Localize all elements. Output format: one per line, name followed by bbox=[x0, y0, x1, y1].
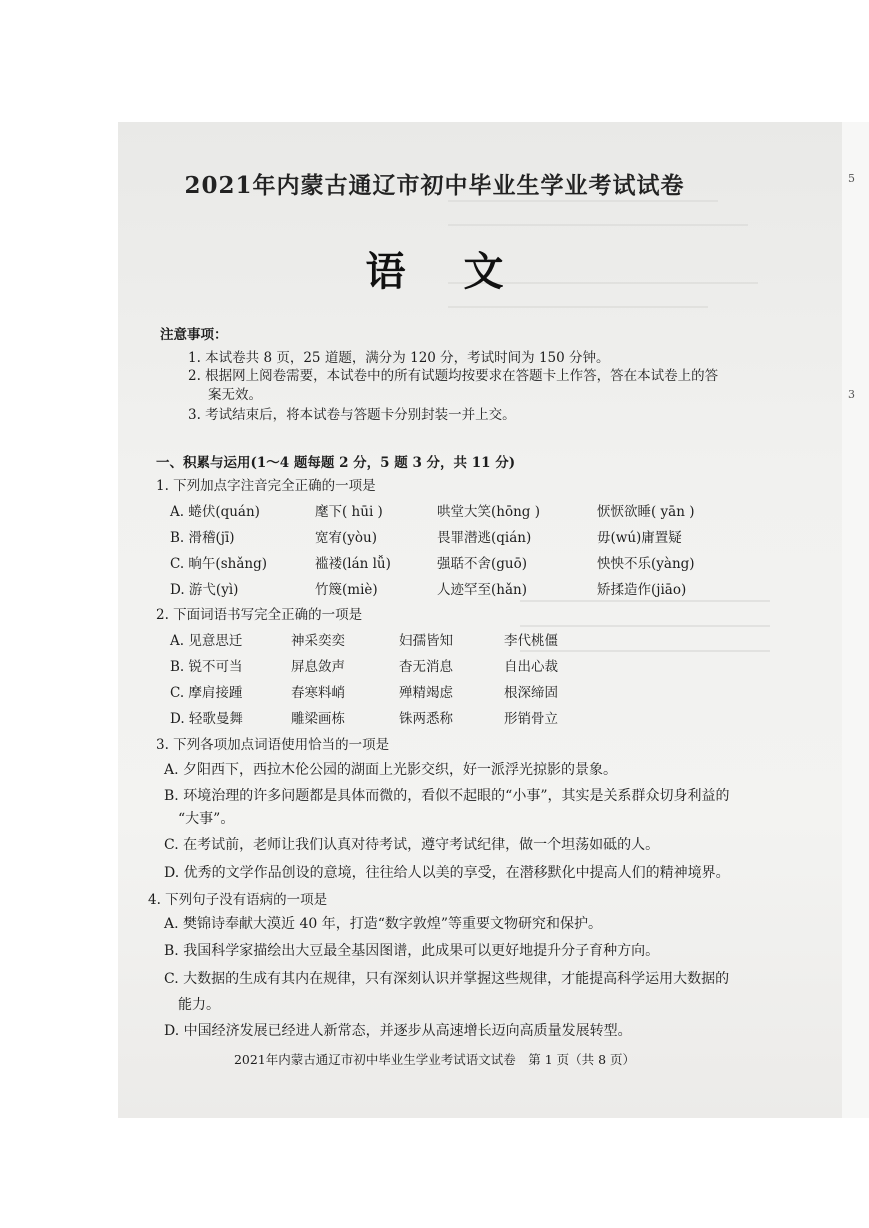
notice-item: 1. 本试卷共 8 页，25 道题，满分为 120 分，考试时间为 150 分钟。 bbox=[188, 350, 610, 366]
option-a-word: 神采奕奕 bbox=[291, 633, 345, 649]
option-d-word: D. 轻歌曼舞 bbox=[170, 711, 243, 727]
option-a-word: 麾下( hūi ) bbox=[315, 504, 383, 520]
option-b-word: 毋(wú)庸置疑 bbox=[597, 530, 682, 546]
edge-mark: 3 bbox=[848, 388, 855, 401]
question-stem: 2. 下面词语书写完全正确的一项是 bbox=[156, 607, 363, 623]
show-through-line bbox=[520, 600, 770, 602]
option-b-word: 杳无消息 bbox=[399, 659, 453, 675]
question-stem: 3. 下列各项加点词语使用恰当的一项是 bbox=[156, 737, 390, 753]
option-a-word: A. 蜷伏(quán) bbox=[170, 504, 260, 520]
option-a-word: 恹恹欲睡( yān ) bbox=[597, 504, 695, 520]
option-c-word: C. 晌午(shǎng) bbox=[170, 556, 267, 572]
page-footer: 2021年内蒙古通辽市初中毕业生学业考试语文试卷 第 1 页（共 8 页） bbox=[233, 1052, 636, 1067]
option-c-word: 根深缔固 bbox=[504, 685, 558, 701]
notice-item: 3. 考试结束后，将本试卷与答题卡分别封装一并上交。 bbox=[188, 407, 516, 423]
option-d-word: 人迹罕至(hǎn) bbox=[437, 582, 527, 598]
option-c: C. 在考试前，老师让我们认真对待考试，遵守考试纪律，做一个坦荡如砥的人。 bbox=[164, 837, 660, 853]
option-a-word: 哄堂大笑(hōng ) bbox=[437, 504, 540, 520]
subject-title: 语文 bbox=[365, 248, 562, 295]
option-d: D. 中国经济发展已经进人新常态，并逐步从高速增长迈向高质量发展转型。 bbox=[164, 1023, 632, 1039]
option-a: A. 樊锦诗奉献大漠近 40 年，打造“数字敦煌”等重要文物研究和保护。 bbox=[164, 916, 603, 932]
option-c: C. 大数据的生成有其内在规律，只有深刻认识并掌握这些规律，才能提高科学运用大数据的 bbox=[164, 971, 730, 987]
option-b: B. 环境治理的许多问题都是具体而微的，看似不起眼的“小事”，其实是关系群众切身利益的 bbox=[164, 788, 730, 804]
option-c-word: 春寒料峭 bbox=[291, 685, 345, 701]
edge-mark: 5 bbox=[848, 172, 855, 185]
exam-title: 2021年内蒙古通辽市初中毕业生学业考试试卷 bbox=[184, 172, 685, 199]
option-b-word: 宽宥(yòu) bbox=[315, 530, 377, 546]
option-c-word: 褴褛(lán lǚ) bbox=[315, 556, 391, 572]
notice-item: 2. 根据网上阅卷需要，本试卷中的所有试题均按要求在答题卡上作答，答在本试卷上的答 bbox=[188, 368, 719, 384]
option-c-word: 强聒不舍(guō) bbox=[437, 556, 527, 572]
option-b-word: B. 滑稽(jī) bbox=[170, 530, 235, 546]
option-d-word: D. 游弋(yì) bbox=[170, 582, 239, 598]
option-c-continued: 能力。 bbox=[178, 997, 220, 1013]
question-stem: 4. 下列句子没有语病的一项是 bbox=[148, 892, 328, 908]
option-b: B. 我国科学家描绘出大豆最全基因图谱，此成果可以更好地提升分子育种方向。 bbox=[164, 943, 660, 959]
question-stem: 1. 下列加点字注音完全正确的一项是 bbox=[156, 478, 376, 494]
show-through-line bbox=[520, 650, 770, 652]
option-b-word: 畏罪潜逃(qián) bbox=[437, 530, 532, 546]
option-c-word: 殚精竭虑 bbox=[399, 685, 453, 701]
option-d-word: 雕梁画栋 bbox=[291, 711, 345, 727]
show-through-line bbox=[448, 306, 708, 308]
option-a-word: 李代桃僵 bbox=[504, 633, 558, 649]
option-d: D. 优秀的文学作品创设的意境，往往给人以美的享受，在潜移默化中提高人们的精神境界。 bbox=[164, 865, 730, 881]
option-b-word: B. 锐不可当 bbox=[170, 659, 243, 675]
option-d-word: 铢两悉称 bbox=[399, 711, 453, 727]
option-b-word: 屏息敛声 bbox=[291, 659, 345, 675]
section-heading: 一、积累与运用(1～4 题每题 2 分，5 题 3 分，共 11 分) bbox=[156, 455, 516, 471]
option-a-word: A. 见意思迁 bbox=[170, 633, 243, 649]
option-a-word: 妇孺皆知 bbox=[399, 633, 453, 649]
option-d-word: 形销骨立 bbox=[504, 711, 558, 727]
option-c-word: 怏怏不乐(yàng) bbox=[597, 556, 695, 572]
show-through-line bbox=[520, 625, 770, 627]
option-b-word: 自出心裁 bbox=[504, 659, 558, 675]
show-through-line bbox=[448, 200, 718, 202]
option-c-word: C. 摩肩接踵 bbox=[170, 685, 243, 701]
notice-item: 案无效。 bbox=[208, 387, 262, 403]
option-d-word: 竹篾(miè) bbox=[315, 582, 378, 598]
option-b-continued: “大事”。 bbox=[178, 811, 235, 827]
option-a: A. 夕阳西下，西拉木伦公园的湖面上光影交织，好一派浮光掠影的景象。 bbox=[164, 762, 618, 778]
option-d-word: 矫揉造作(jiāo) bbox=[597, 582, 687, 598]
notice-heading: 注意事项： bbox=[160, 327, 228, 343]
show-through-line bbox=[448, 224, 748, 226]
